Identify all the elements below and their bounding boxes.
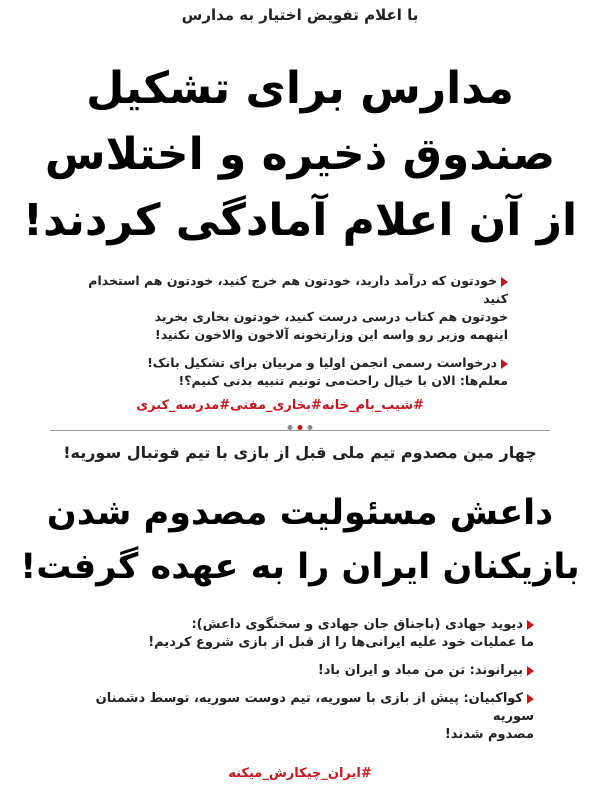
- bullet-line: ما عملیات خود علیه ایرانی‌ها را از قبل از بازی شروع کردیم!: [148, 635, 534, 650]
- article2-bullet: [64, 616, 534, 652]
- bullet-line: اینهمه وزیر رو واسه این وزارتخونه آلاخون والاخون نکنید!: [155, 327, 508, 342]
- divider-dots-icon: [282, 425, 319, 430]
- article2-bullet: [64, 690, 534, 744]
- article2-bullets: [64, 616, 534, 754]
- article2-hashtags: #ایران_چیکارش_میکنه: [228, 766, 372, 781]
- bullet-line: مصدوم شدند!: [444, 727, 534, 742]
- bullet-line: درخواست رسمی انجمن اولیا و مربیان برای تشکیل بانک!: [147, 355, 497, 370]
- article2-bullet: [64, 662, 534, 680]
- bullet-triangle-icon: [527, 666, 534, 676]
- article1-bullets: [88, 272, 508, 400]
- bullet-line: بیرانوند: تن من مباد و ایران باد!: [317, 663, 523, 678]
- bullet-triangle-icon: [527, 620, 534, 630]
- bullet-line: معلم‌ها: الان با خیال راحت‌می تونیم تنبیه بدنی کنیم؟!: [178, 373, 508, 388]
- bullet-line: دیوید جهادی (باجناق جان جهادی و سخنگوی داعش):: [191, 617, 523, 632]
- article1-headline: مدارس برای تشکیل صندوق ذخیره و اختلاس از آن اعلام آمادگی کردند!: [22, 63, 578, 246]
- article1-hashtags: #شیب_بام_خانه#بخاری_مفتی#مدرسه_کبری: [136, 398, 424, 413]
- bullet-line: خودتون هم کتاب درسی درست کنید، خودتون بخاری بخرید: [154, 309, 508, 324]
- section-divider: [50, 430, 550, 431]
- bullet-triangle-icon: [527, 694, 534, 704]
- article1-kicker: با اعلام تفویض اختیار به مدارس: [181, 6, 419, 24]
- bullet-triangle-icon: [501, 277, 508, 287]
- article2-headline: داعش مسئولیت مصدوم شدن بازیکنان ایران را به عهده گرفت!: [20, 493, 580, 587]
- bullet-triangle-icon: [501, 359, 508, 369]
- bullet-line: کواکبیان: پیش از بازی با سوریه، تیم دوست سوریه، توسط دشمنان سوریه: [95, 691, 534, 724]
- bullet-line: خودتون که درآمد دارید، خودتون هم خرج کنید، خودتون هم استخدام کنید: [88, 273, 508, 306]
- article1-bullet: [88, 272, 508, 344]
- article2-subheadline: چهار مین مصدوم تیم ملی قبل از بازی با تیم فوتبال سوریه!: [63, 443, 537, 462]
- article1-bullet: [88, 354, 508, 390]
